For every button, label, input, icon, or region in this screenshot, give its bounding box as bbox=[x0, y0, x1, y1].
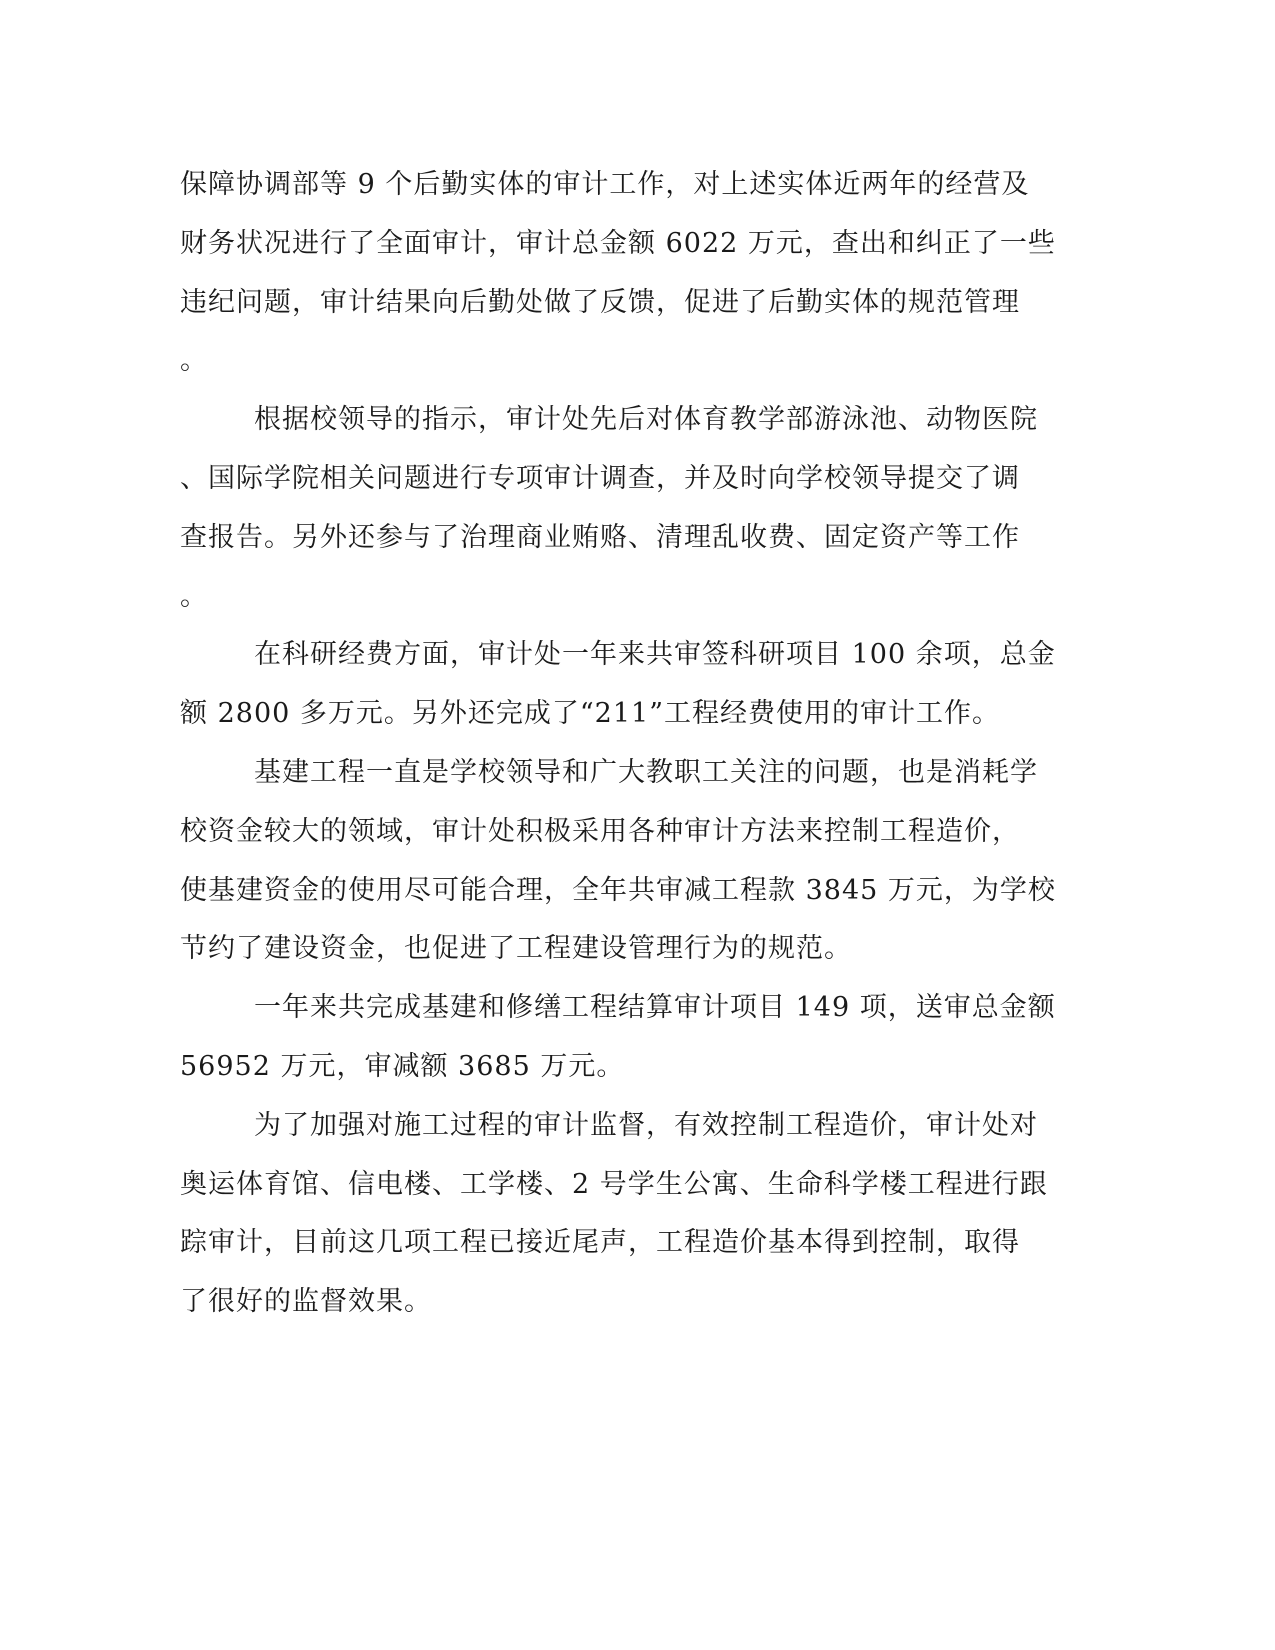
text-line: 校资金较大的领域，审计处积极采用各种审计方法来控制工程造价， bbox=[180, 815, 1020, 847]
text-line: 保障协调部等 9 个后勤实体的审计工作，对上述实体近两年的经营及 bbox=[180, 169, 1030, 200]
text-line: 。 bbox=[180, 580, 208, 612]
text-line: 根据校领导的指示，审计处先后对体育教学部游泳池、动物医院 bbox=[254, 404, 1038, 436]
text-line: 为了加强对施工过程的审计监督，有效控制工程造价，审计处对 bbox=[254, 1109, 1038, 1141]
text-line: 。 bbox=[180, 345, 208, 377]
text-line: 查报告。另外还参与了治理商业贿赂、清理乱收费、固定资产等工作 bbox=[180, 521, 1020, 553]
document-body bbox=[180, 156, 1056, 1332]
text-line: 踪审计，目前这几项工程已接近尾声，工程造价基本得到控制，取得 bbox=[180, 1227, 1020, 1259]
text-line: 了很好的监督效果。 bbox=[180, 1286, 432, 1318]
text-line: 56952 万元，审减额 3685 万元。 bbox=[180, 1050, 625, 1082]
text-line: 财务状况进行了全面审计，审计总金额 6022 万元，查出和纠正了一些 bbox=[180, 227, 1056, 259]
text-line: 在科研经费方面，审计处一年来共审签科研项目 100 余项，总金 bbox=[254, 639, 1056, 671]
text-line: 一年来共完成基建和修缮工程结算审计项目 149 项，送审总金额 bbox=[254, 992, 1056, 1024]
text-line: 使基建资金的使用尽可能合理，全年共审减工程款 3845 万元，为学校 bbox=[180, 874, 1056, 906]
text-line: 额 2800 多万元。另外还完成了“211”工程经费使用的审计工作。 bbox=[180, 698, 1001, 730]
text-line: 、国际学院相关问题进行专项审计调查，并及时向学校领导提交了调 bbox=[180, 462, 1020, 494]
text-line: 基建工程一直是学校领导和广大教职工关注的问题，也是消耗学 bbox=[254, 756, 1038, 788]
text-line: 节约了建设资金，也促进了工程建设管理行为的规范。 bbox=[180, 933, 852, 965]
text-line: 奥运体育馆、信电楼、工学楼、2 号学生公寓、生命科学楼工程进行跟 bbox=[180, 1168, 1048, 1200]
text-line: 违纪问题，审计结果向后勤处做了反馈，促进了后勤实体的规范管理 bbox=[180, 286, 1020, 318]
